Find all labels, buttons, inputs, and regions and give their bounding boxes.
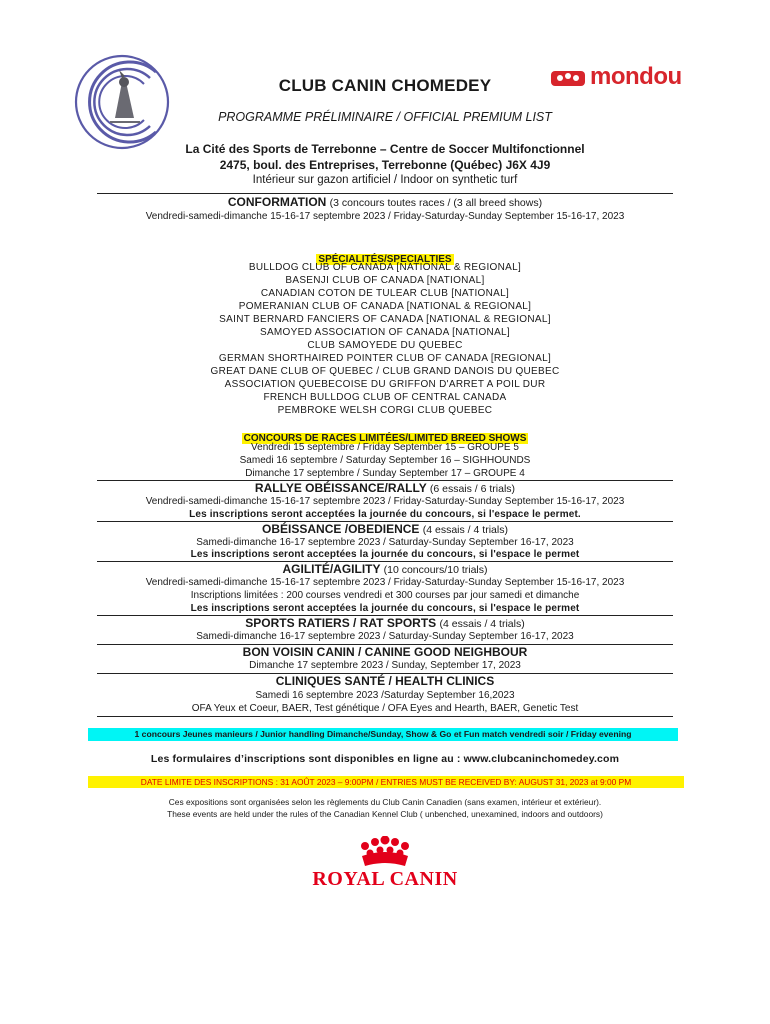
rat-sports-dates: Samedi-dimanche 16-17 septembre 2023 / Saturday-Sunday September 16-17, 2023 [196,631,574,642]
specialty-item: GREAT DANE CLUB OF QUEBEC / CLUB GRAND DANOIS DU QUEBEC [210,366,560,377]
agility-entries: Les inscriptions seront acceptées la journée du concours, si l'espace le permet [190,603,580,614]
specialty-item: FRENCH BULLDOG CLUB OF CENTRAL CANADA [263,392,507,403]
rules-french: Ces expositions sont organisées selon les règlements du Club Canin Canadien (sans examen, intérieur et extérieur). [168,797,602,807]
page-subtitle: PROGRAMME PRÉLIMINAIRE / OFFICIAL PREMIUM LIST [218,110,552,124]
rat-sports-note: (4 essais / 4 trials) [439,618,525,630]
venue-name: La Cité des Sports de Terrebonne – Centre de Soccer Multifonctionnel [185,142,585,156]
good-neighbour-dates: Dimanche 17 septembre 2023 / Sunday, September 17, 2023 [249,660,521,671]
specialty-item: BULLDOG CLUB OF CANADA [NATIONAL & REGIONAL] [248,262,522,273]
specialty-item: CANADIAN COTON DE TULEAR CLUB [NATIONAL] [260,288,510,299]
rally-title: RALLYE OBÉISSANCE/RALLY [254,481,427,495]
agility-limits: Inscriptions limitées : 200 courses vendredi et 300 courses par jour samedi et dimanche [190,590,580,601]
limited-item: Samedi 16 septembre / Saturday September 16 – SIGHHOUNDS [239,455,531,466]
limited-heading: CONCOURS DE RACES LIMITÉES/LIMITED BREED SHOWS [243,433,527,444]
specialties-heading: SPÉCIALITÉS/SPECIALTIES [318,254,452,265]
rally-note: (6 essais / 6 trials) [429,483,516,495]
divider [97,193,673,194]
page-title: CLUB CANIN CHOMEDEY [278,76,492,95]
conformation-heading [95,195,675,209]
good-neighbour-heading: BON VOISIN CANIN / CANINE GOOD NEIGHBOUR [242,645,528,659]
venue-address: 2475, boul. des Entreprises, Terrebonne (Québec) J6X 4J9 [219,158,551,172]
obedience-note: (4 essais / 4 trials) [422,524,508,536]
royal-canin-crown-icon [300,836,470,870]
specialty-item: CLUB SAMOYEDE DU QUEBEC [307,340,463,351]
clinics-heading: CLINIQUES SANTÉ / HEALTH CLINICS [275,674,495,688]
specialty-item: GERMAN SHORTHAIRED POINTER CLUB OF CANADA [REGIONAL] [218,353,552,364]
specialty-item: POMERANIAN CLUB OF CANADA [NATIONAL & REGIONAL] [238,301,532,312]
conformation-title: CONFORMATION [227,195,327,209]
specialty-item: SAINT BERNARD FANCIERS OF CANADA [NATIONAL & REGIONAL] [219,314,551,325]
royal-canin-logo-text: ROYAL CANIN [312,868,458,890]
royal-canin-logo [300,836,470,890]
agility-title: AGILITÉ/AGILITY [282,562,381,576]
entry-forms-note: Les formulaires d’inscriptions sont disponibles en ligne au : www.clubcaninchomedey.com [150,753,620,765]
rat-sports-title: SPORTS RATIERS / RAT SPORTS [245,616,437,630]
agility-dates: Vendredi-samedi-dimanche 15-16-17 septembre 2023 / Friday-Saturday-Sunday September 15-16-17, 2023 [145,577,625,588]
specialty-item: ASSOCIATION QUEBECOISE DU GRIFFON D'ARRET A POIL DUR [224,379,546,390]
limited-item: Dimanche 17 septembre / Sunday September 17 – GROUPE 4 [245,468,525,479]
rally-entries: Les inscriptions seront acceptées la journée du concours, si l'espace le permet. [189,509,581,520]
mondou-logo-text: mondou [590,63,682,90]
specialty-item: PEMBROKE WELSH CORGI CLUB QUEBEC [277,405,493,416]
limited-item: Vendredi 15 septembre / Friday September 15 – GROUPE 5 [251,442,519,453]
rules-english: These events are held under the rules of the Canadian Kennel Club ( unbenched, unexamined, indoors and outdoors) [167,809,603,819]
clinics-tests: OFA Yeux et Coeur, BAER, Test génétique / OFA Eyes and Hearth, BAER, Genetic Test [191,703,579,714]
specialty-item: BASENJI CLUB OF CANADA [NATIONAL] [285,275,485,286]
obedience-entries: Les inscriptions seront acceptées la journée du concours, si l'espace le permet [190,549,580,560]
agility-note: (10 concours/10 trials) [383,564,488,576]
rally-heading [95,481,675,495]
obedience-heading [95,522,675,536]
specialty-item: SAMOYED ASSOCIATION OF CANADA [NATIONAL] [259,327,510,338]
club-logo-icon [70,52,180,152]
club-logo [70,52,180,152]
conformation-note: (3 concours toutes races / (3 all breed shows) [329,197,543,209]
rally-dates: Vendredi-samedi-dimanche 15-16-17 septembre 2023 / Friday-Saturday-Sunday September 15-16-17, 2023 [145,496,625,507]
agility-heading [95,562,675,576]
divider [97,716,673,717]
obedience-title: OBÉISSANCE /OBEDIENCE [262,522,420,536]
clinics-dates: Samedi 16 septembre 2023 /Saturday September 16,2023 [255,690,515,701]
junior-handling-banner: 1 concours Jeunes manieurs / Junior handling Dimanche/Sunday, Show & Go et Fun match vendredi soir / Friday evening [88,728,678,741]
indoor-note: Intérieur sur gazon artificiel / Indoor on synthetic turf [252,174,518,186]
rat-sports-heading [95,616,675,630]
conformation-dates: Vendredi-samedi-dimanche 15-16-17 septembre 2023 / Friday-Saturday-Sunday September 15-16-17, 2023 [145,211,625,222]
obedience-dates: Samedi-dimanche 16-17 septembre 2023 / Saturday-Sunday September 16-17, 2023 [196,537,574,548]
entry-deadline-banner: DATE LIMITE DES INSCRIPTIONS : 31 AOÛT 2023 – 9:00PM / ENTRIES MUST BE RECEIVED BY: AUGUST 31, 2023 at 9:00 PM [88,776,684,788]
